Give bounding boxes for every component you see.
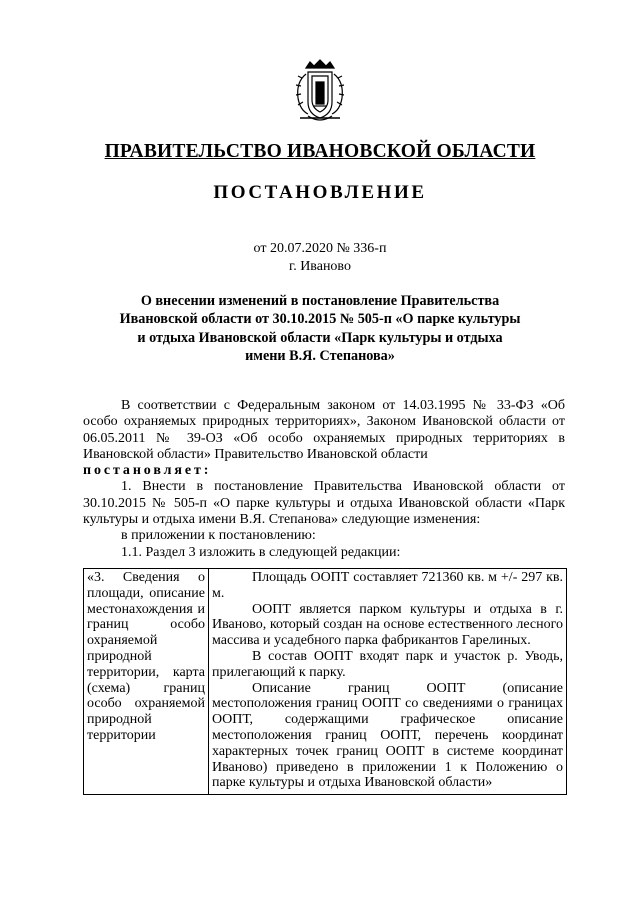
table-cell-content (209, 569, 567, 795)
date-number: от 20.07.2020 № 336-п (253, 241, 387, 256)
preamble: В соответствии с Федеральным законом от 14.03.1995 № 33-ФЗ «Об особо охраняемых природных территориях», Законом Ивановской области от 06.05.2011 № 39-ОЗ «Об особо охраняемых природных территориях в Ивановской области» Правительство Ивановской области (83, 398, 565, 462)
title-line: О внесении изменений в постановление Правительства (140, 293, 500, 309)
date-line (0, 240, 640, 276)
title-line: Ивановской области от 30.10.2015 № 505-п «О парке культуры (119, 311, 521, 328)
item-1-sub: в приложении к постановлению: (121, 528, 316, 544)
document-type: ПОСТАНОВЛЕНИЕ (213, 182, 427, 203)
organization-name: ПРАВИТЕЛЬСТВО ИВАНОВСКОЙ ОБЛАСТИ (104, 141, 536, 162)
amendment-table (83, 568, 567, 795)
content-paragraph: Описание границ ООПТ (описание местоположения границ ООПТ со сведениями о границах ООПТ, содержащими графическое описание местоположения границ ООПТ, перечень координат характерных точек границ ООПТ в системе координат Иваново) приведено в приложении 1 к Положению о парке культуры и отдыха Ивановской области» (212, 680, 563, 791)
table-cell-heading: «3. Сведения о площади, описание местонахождения и границ особо охраняемой природной территории, карта (схема) границ особо охраняемой природной территории (84, 569, 209, 795)
content-paragraph: Площадь ООПТ составляет 721360 кв. м +/- 297 кв. м. (212, 570, 563, 601)
item-1: 1. Внести в постановление Правительства Ивановской области от 30.10.2015 № 505-п «О парке культуры и отдыха Ивановской области «Парк культуры и отдыха имени В.Я. Степанова» следующие изменения: (83, 479, 565, 528)
city: г. Иваново (289, 259, 351, 274)
title-line: и отдыха Ивановской области «Парк культуры и отдыха (137, 329, 503, 346)
content-paragraph: В состав ООПТ входят парк и участок р. Уводь, прилегающий к парку. (212, 648, 563, 680)
content-paragraph: ООПТ является парком культуры и отдыха в г. Иваново, который создан на основе естественного лесного массива и усадебного парка фабрикантов Гарелиных. (212, 601, 563, 649)
table-row (84, 569, 567, 795)
title-line: имени В.Я. Степанова» (245, 348, 395, 365)
document-title (90, 292, 550, 366)
item-1-1: 1.1. Раздел 3 изложить в следующей редакции: (121, 544, 401, 560)
coat-of-arms-icon (292, 58, 348, 124)
document-body (83, 398, 565, 561)
resolves-word: постановляет: (83, 463, 212, 479)
